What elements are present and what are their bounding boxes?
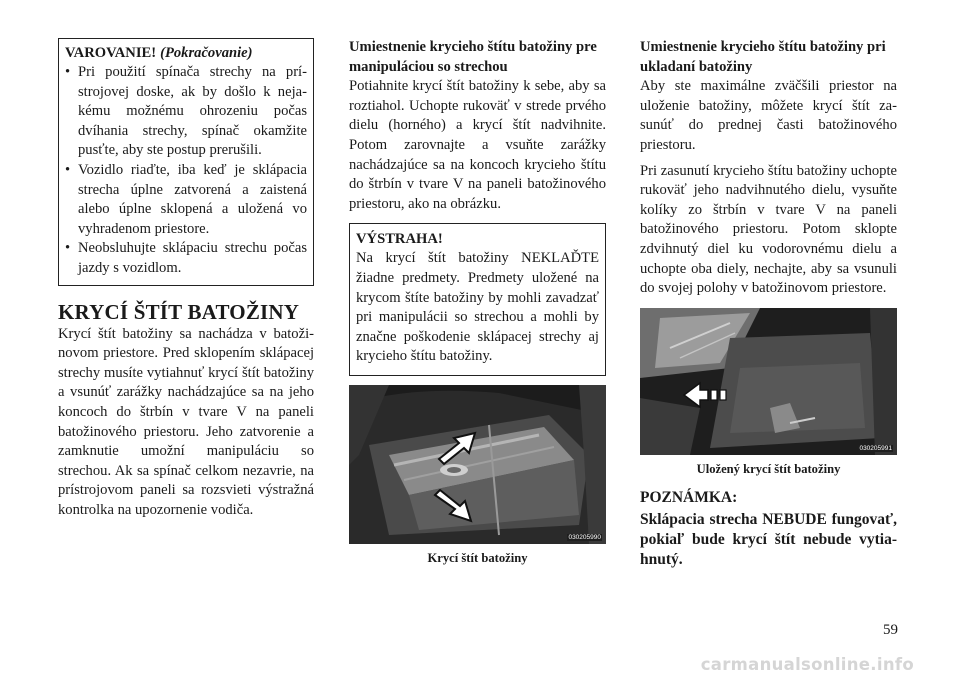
warning-box-continued [58,38,314,286]
warning-item: • Vozidlo riaďte, iba keď je sklápacia strecha úplne zatvorená a zaistená alebo úplne sklopená a uložená vo vyhradenom priestore. [65,161,307,239]
column-left [58,38,314,520]
page-number: 59 [883,622,898,638]
caution-box [349,223,606,376]
section-title: KRYCÍ ŠTÍT BATOŽINY [58,299,300,324]
warning-list [65,63,307,279]
figure-cargo-cover-stowed [640,308,897,455]
stowed-trunk-photo-illustration [640,308,897,455]
warning-item: • Pri použití spínača strechy na prístrojovej doske, ak by došlo k nejakému možnému ohrozeniu počas dvíhania strechy, spínač okamžite pusťte, aby ste postup prerušili. [65,63,307,161]
figure-code: 030205991 [859,444,892,452]
paragraph-roof-operation: Potiahnite krycí štít batožiny k sebe, aby sa roztiahol. Uchopte rukoväť v strede prvého dielu (horného) a krycí štít nadvihnite. Potom zarovnajte a vsuňte zarážky nachádzajúce sa na koncoch krycieho štítu do štrbín v tvare V na paneli batožinového priestoru, ako na obrázku. [349,78,606,212]
arrow-left-icon [682,380,730,410]
column-middle [349,38,606,566]
figure-caption: Krycí štít batožiny [427,550,528,565]
subheading-luggage-storage: Umiestnenie krycieho štítu batožiny pri ukladaní batožiny [640,39,886,75]
caution-text: Na krycí štít batožiny NEKLAĎTE žiadne predmety. Predmety uložené na krycom štíte batožiny by mohli zavadzať pri manipulácii so strechou a mohli by značne poškodenie sklápacej strechy aj krycieho štítu batožiny. [356,250,599,365]
caution-title: VÝSTRAHA! [356,231,443,248]
figure-code: 030205990 [568,533,601,541]
figure-cargo-cover-extended [349,385,606,544]
warning-continued-label: (Pokračovanie) [160,45,253,61]
column-right [640,38,897,570]
warning-label: VAROVANIE! [65,45,157,61]
arrow-down-right-icon [431,489,475,525]
watermark-text: carmanualsonline.info [700,655,914,674]
subheading-roof-operation: Umiestnenie krycieho štítu batožiny pre manipuláciou so strechou [349,39,597,75]
paragraph-luggage-storage-1: Aby ste maximálne zväčšili priestor na uloženie batožiny, môžete krycí štít zasunúť do prednej časti batožinového priestoru. [640,78,897,153]
warning-item: • Neobsluhujte sklápaciu strechu počas jazdy s vozidlom. [65,239,307,278]
section-paragraph: Krycí štít batožiny sa nachádza v batožinovom priestore. Pred sklopením sklápacej strechy musíte vytiahnuť krycí štít batožiny a vsunúť zarážky nachádzajúce sa na jeho koncoch do štrbín v tvare V na paneli batožinového priestoru. Jeho zatvorenie a zamknutie umožní manipuláciu so strechou. Ak sa spínač celkom nezavrie, na prístrojovom paneli sa rozsvieti výstražná kontrolka na upozornenie vodiča. [58,325,314,518]
paragraph-luggage-storage-2: Pri zasunutí krycieho štítu batožiny uchopte rukoväť jeho nadvihnutého dielu, vysuňte kolíky zo štrbín v tvare V na paneli batožinového priestoru. Potom sklopte zdvihnutý diel ku vodorovnému dielu a uchopte oba diely, nechajte, aby sa vsunuli do svojej polohy v batožinovom priestore. [640,162,897,297]
warning-title [65,44,307,63]
arrow-up-right-icon [435,429,479,465]
note-text: Sklápacia strecha NEBUDE fungovať, pokiaľ bude krycí štít nebude vytiahnutý. [640,510,897,568]
note-title: POZNÁMKA: [640,488,738,506]
figure-caption: Uložený krycí štít batožiny [696,461,841,476]
